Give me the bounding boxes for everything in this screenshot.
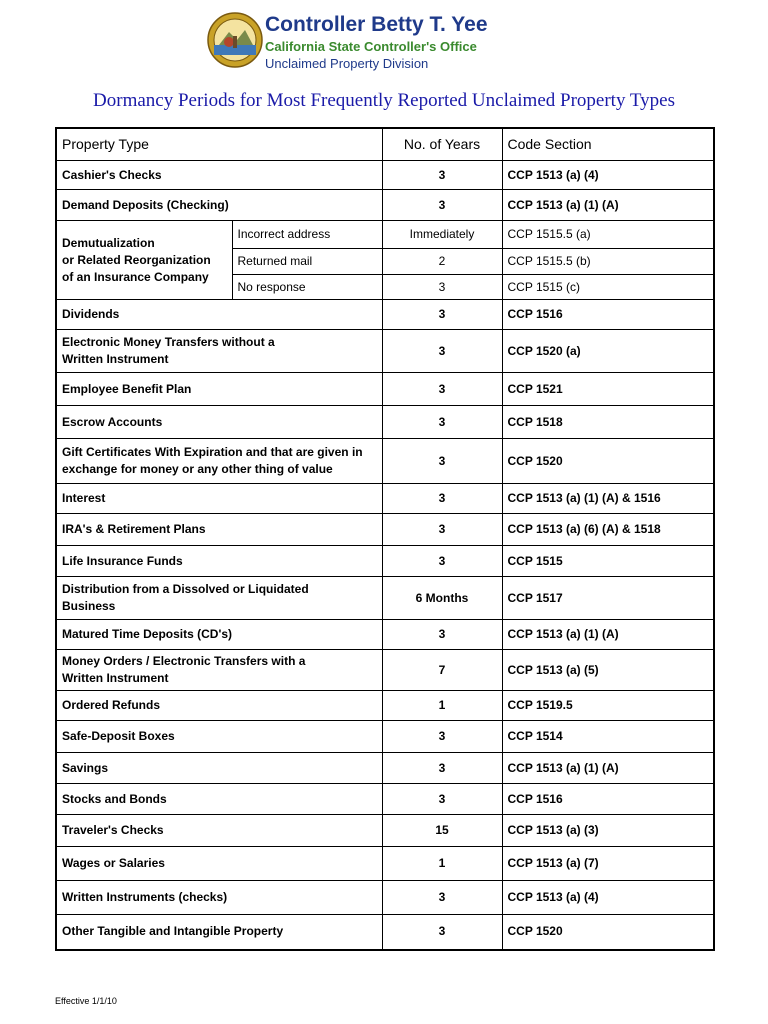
property-type-cell: IRA's & Retirement Plans (56, 514, 382, 546)
years-cell: 3 (382, 439, 502, 484)
table-row (56, 577, 714, 620)
table-row (56, 915, 714, 950)
table-row (56, 190, 714, 221)
code-section-cell: CCP 1519.5 (502, 691, 714, 721)
years-cell: 3 (382, 514, 502, 546)
code-section-cell: CCP 1520 (502, 915, 714, 950)
property-type-cell: Savings (56, 753, 382, 784)
property-type-cell: Matured Time Deposits (CD's) (56, 620, 382, 650)
table-row (56, 406, 714, 439)
effective-date: Effective 1/1/10 (55, 996, 117, 1006)
table-row (56, 330, 714, 373)
years-cell: 15 (382, 815, 502, 847)
property-type-cell: Wages or Salaries (56, 847, 382, 881)
years-cell: 3 (382, 881, 502, 915)
code-section-cell: CCP 1513 (a) (5) (502, 650, 714, 691)
years-cell: 3 (382, 300, 502, 330)
code-section-cell: CCP 1513 (a) (1) (A) (502, 753, 714, 784)
header (207, 12, 567, 80)
table-row (56, 373, 714, 406)
years-cell: 3 (382, 546, 502, 577)
dormancy-table (55, 127, 715, 951)
property-type-cell: Traveler's Checks (56, 815, 382, 847)
table-row (56, 691, 714, 721)
property-type-cell: Other Tangible and Intangible Property (56, 915, 382, 950)
years-cell: 3 (382, 275, 502, 300)
property-type-cell: Electronic Money Transfers without a Written Instrument (56, 330, 382, 373)
years-cell: 3 (382, 330, 502, 373)
code-section-cell: CCP 1514 (502, 721, 714, 753)
years-cell: 3 (382, 161, 502, 190)
code-section-cell: CCP 1521 (502, 373, 714, 406)
years-cell: 3 (382, 484, 502, 514)
code-section-cell: CCP 1513 (a) (1) (A) (502, 190, 714, 221)
table-row (56, 784, 714, 815)
table-row (56, 650, 714, 691)
code-section-cell: CCP 1516 (502, 300, 714, 330)
table-row (56, 881, 714, 915)
property-type-cell: Life Insurance Funds (56, 546, 382, 577)
table-row (56, 161, 714, 190)
years-cell: 3 (382, 620, 502, 650)
property-type-cell: Ordered Refunds (56, 691, 382, 721)
sub-condition-cell: Returned mail (232, 249, 382, 275)
years-cell: 2 (382, 249, 502, 275)
table-row (56, 221, 714, 249)
code-section-cell: CCP 1513 (a) (1) (A) (502, 620, 714, 650)
property-type-cell: Employee Benefit Plan (56, 373, 382, 406)
office-name: California State Controller's Office (265, 39, 477, 54)
table-row (56, 439, 714, 484)
years-cell: 6 Months (382, 577, 502, 620)
code-section-cell: CCP 1515 (502, 546, 714, 577)
table-row (56, 847, 714, 881)
years-cell: 1 (382, 847, 502, 881)
page-title: Dormancy Periods for Most Frequently Reported Unclaimed Property Types (93, 90, 675, 111)
table-header-row (56, 128, 714, 161)
years-cell: 7 (382, 650, 502, 691)
sub-condition-cell: Incorrect address (232, 221, 382, 249)
table-row (56, 753, 714, 784)
years-cell: 3 (382, 190, 502, 221)
code-section-cell: CCP 1520 (502, 439, 714, 484)
property-type-cell: Interest (56, 484, 382, 514)
table-row (56, 620, 714, 650)
years-cell: 3 (382, 753, 502, 784)
code-section-cell: CCP 1518 (502, 406, 714, 439)
code-section-cell: CCP 1513 (a) (7) (502, 847, 714, 881)
years-cell: 3 (382, 721, 502, 753)
property-type-cell: Cashier's Checks (56, 161, 382, 190)
division-name: Unclaimed Property Division (265, 56, 429, 71)
property-type-cell: Escrow Accounts (56, 406, 382, 439)
property-type-cell: Demand Deposits (Checking) (56, 190, 382, 221)
table-row (56, 300, 714, 330)
property-type-cell: Money Orders / Electronic Transfers with a Written Instrument (56, 650, 382, 691)
controller-name: Controller Betty T. Yee (265, 13, 488, 36)
years-cell: 3 (382, 373, 502, 406)
header-property-type: Property Type (56, 128, 382, 161)
code-section-cell: CCP 1516 (502, 784, 714, 815)
code-section-cell: CCP 1517 (502, 577, 714, 620)
code-section-cell: CCP 1520 (a) (502, 330, 714, 373)
property-type-cell: Gift Certificates With Expiration and that are given in exchange for money or any other thing of value (56, 439, 382, 484)
property-type-cell: Demutualization or Related Reorganization of an Insurance Company (56, 221, 232, 300)
code-section-cell: CCP 1515 (c) (502, 275, 714, 300)
code-section-cell: CCP 1515.5 (a) (502, 221, 714, 249)
years-cell: Immediately (382, 221, 502, 249)
property-type-cell: Distribution from a Dissolved or Liquidated Business (56, 577, 382, 620)
header-years: No. of Years (382, 128, 502, 161)
sub-condition-cell: No response (232, 275, 382, 300)
state-seal-icon (207, 12, 263, 68)
code-section-cell: CCP 1513 (a) (4) (502, 161, 714, 190)
code-section-cell: CCP 1513 (a) (1) (A) & 1516 (502, 484, 714, 514)
table-row (56, 514, 714, 546)
years-cell: 3 (382, 784, 502, 815)
header-code-section: Code Section (502, 128, 714, 161)
code-section-cell: CCP 1515.5 (b) (502, 249, 714, 275)
property-type-cell: Written Instruments (checks) (56, 881, 382, 915)
table-row (56, 546, 714, 577)
years-cell: 3 (382, 915, 502, 950)
table-row (56, 815, 714, 847)
years-cell: 3 (382, 406, 502, 439)
property-type-cell: Stocks and Bonds (56, 784, 382, 815)
table-row (56, 721, 714, 753)
code-section-cell: CCP 1513 (a) (4) (502, 881, 714, 915)
code-section-cell: CCP 1513 (a) (3) (502, 815, 714, 847)
property-type-cell: Safe-Deposit Boxes (56, 721, 382, 753)
table-row (56, 484, 714, 514)
property-type-cell: Dividends (56, 300, 382, 330)
code-section-cell: CCP 1513 (a) (6) (A) & 1518 (502, 514, 714, 546)
years-cell: 1 (382, 691, 502, 721)
